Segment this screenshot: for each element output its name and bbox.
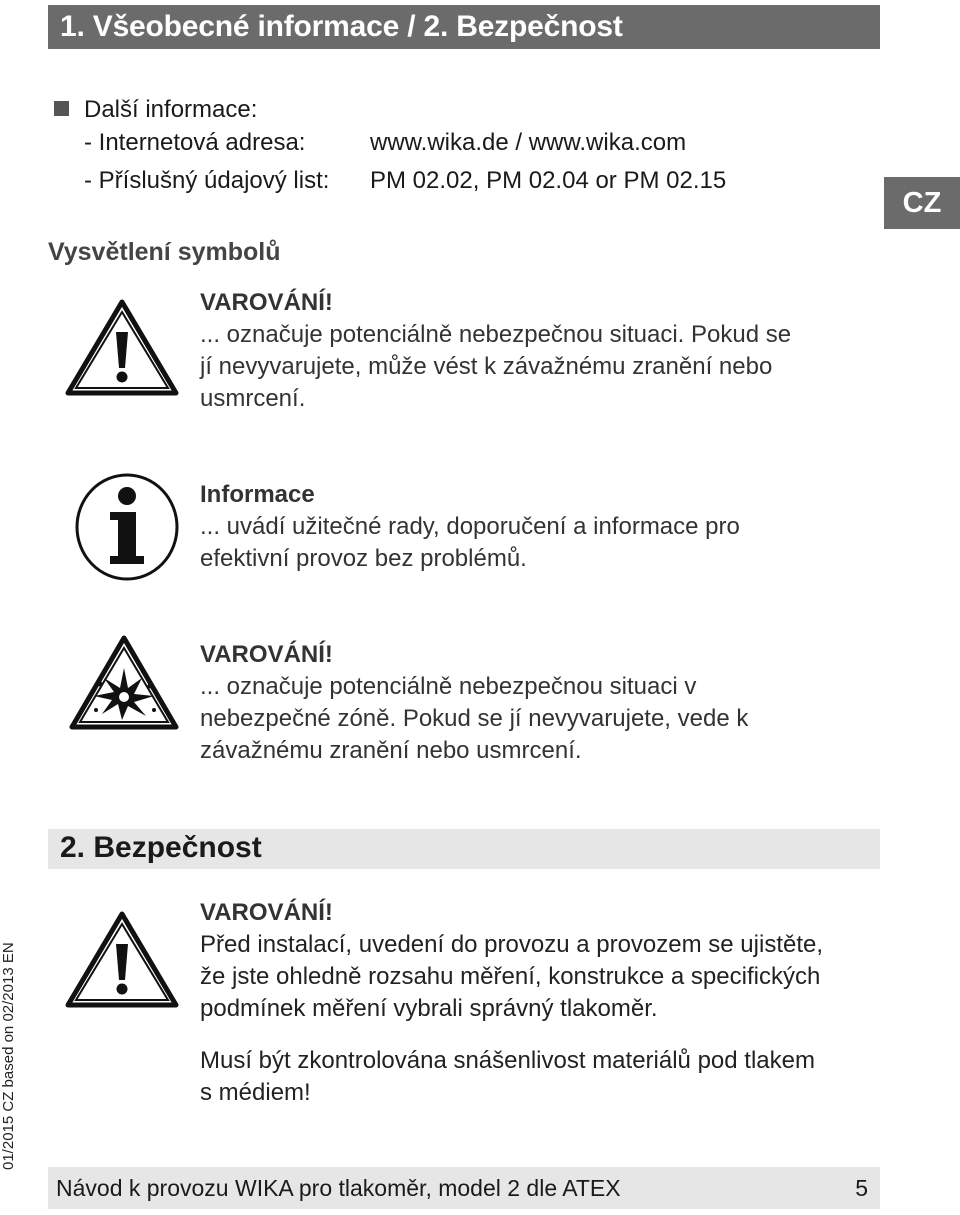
text-line: Před instalací, uvedení do provozu a provozem se ujistěte, (200, 931, 824, 958)
text-line: ... označuje potenciálně nebezpečnou situaci. Pokud se (200, 321, 792, 348)
warning-triangle-icon (64, 910, 180, 1010)
text-line: efektivní provoz bez problémů. (200, 545, 527, 572)
info-row-label: - Internetová adresa: (84, 129, 306, 156)
warning-triangle-icon (64, 298, 180, 398)
text-line: usmrcení. (200, 385, 306, 412)
text-line: podmínek měření vybrali správný tlakoměr. (200, 995, 658, 1022)
language-tab: CZ (884, 177, 960, 229)
footer-bar (48, 1167, 880, 1209)
info-row-value: www.wika.de / www.wika.com (370, 129, 687, 156)
symbol-warning-text (200, 287, 880, 415)
info-icon (74, 472, 180, 582)
page-number: 5 (855, 1175, 868, 1201)
text-line: jí nevyvarujete, může vést k závažnému zranění nebo (200, 353, 773, 380)
warning-title: VAROVÁNÍ! (200, 289, 333, 316)
document-version-note: 01/2015 CZ based on 02/2013 EN (0, 942, 17, 1170)
symbol-info-text (200, 479, 880, 575)
explosion-warning-icon (68, 634, 180, 732)
info-row-label: - Příslušný údajový list: (84, 167, 330, 194)
text-line: Musí být zkontrolována snášenlivost materiálů pod tlakem (200, 1047, 815, 1074)
info-title: Informace (200, 481, 315, 508)
further-info-heading: Další informace: (84, 96, 258, 123)
explosion-title: VAROVÁNÍ! (200, 641, 333, 668)
safety-warning-title: VAROVÁNÍ! (200, 899, 333, 926)
bullet-square-icon (54, 101, 69, 116)
section-header-bar (48, 5, 880, 49)
symbols-heading: Vysvětlení symbolů (48, 238, 281, 266)
info-row-value: PM 02.02, PM 02.04 or PM 02.15 (370, 167, 727, 194)
text-line: ... uvádí užitečné rady, doporučení a informace pro (200, 513, 740, 540)
text-line: s médiem! (200, 1079, 311, 1106)
text-line: že jste ohledně rozsahu měření, konstrukce a specifických (200, 963, 821, 990)
text-line: závažnému zranění nebo usmrcení. (200, 737, 582, 764)
text-line: ... označuje potenciálně nebezpečnou situaci v (200, 673, 697, 700)
section2-heading: 2. Bezpečnost (60, 831, 262, 864)
section2-header-bar (48, 829, 880, 869)
safety-warning-text (200, 897, 880, 1109)
symbol-explosion-text (200, 639, 880, 767)
page-title: 1. Všeobecné informace / 2. Bezpečnost (60, 10, 623, 43)
text-line: nebezpečné zóně. Pokud se jí nevyvarujete, vede k (200, 705, 749, 732)
footer-title: Návod k provozu WIKA pro tlakoměr, model 2 dle ATEX (56, 1175, 621, 1201)
